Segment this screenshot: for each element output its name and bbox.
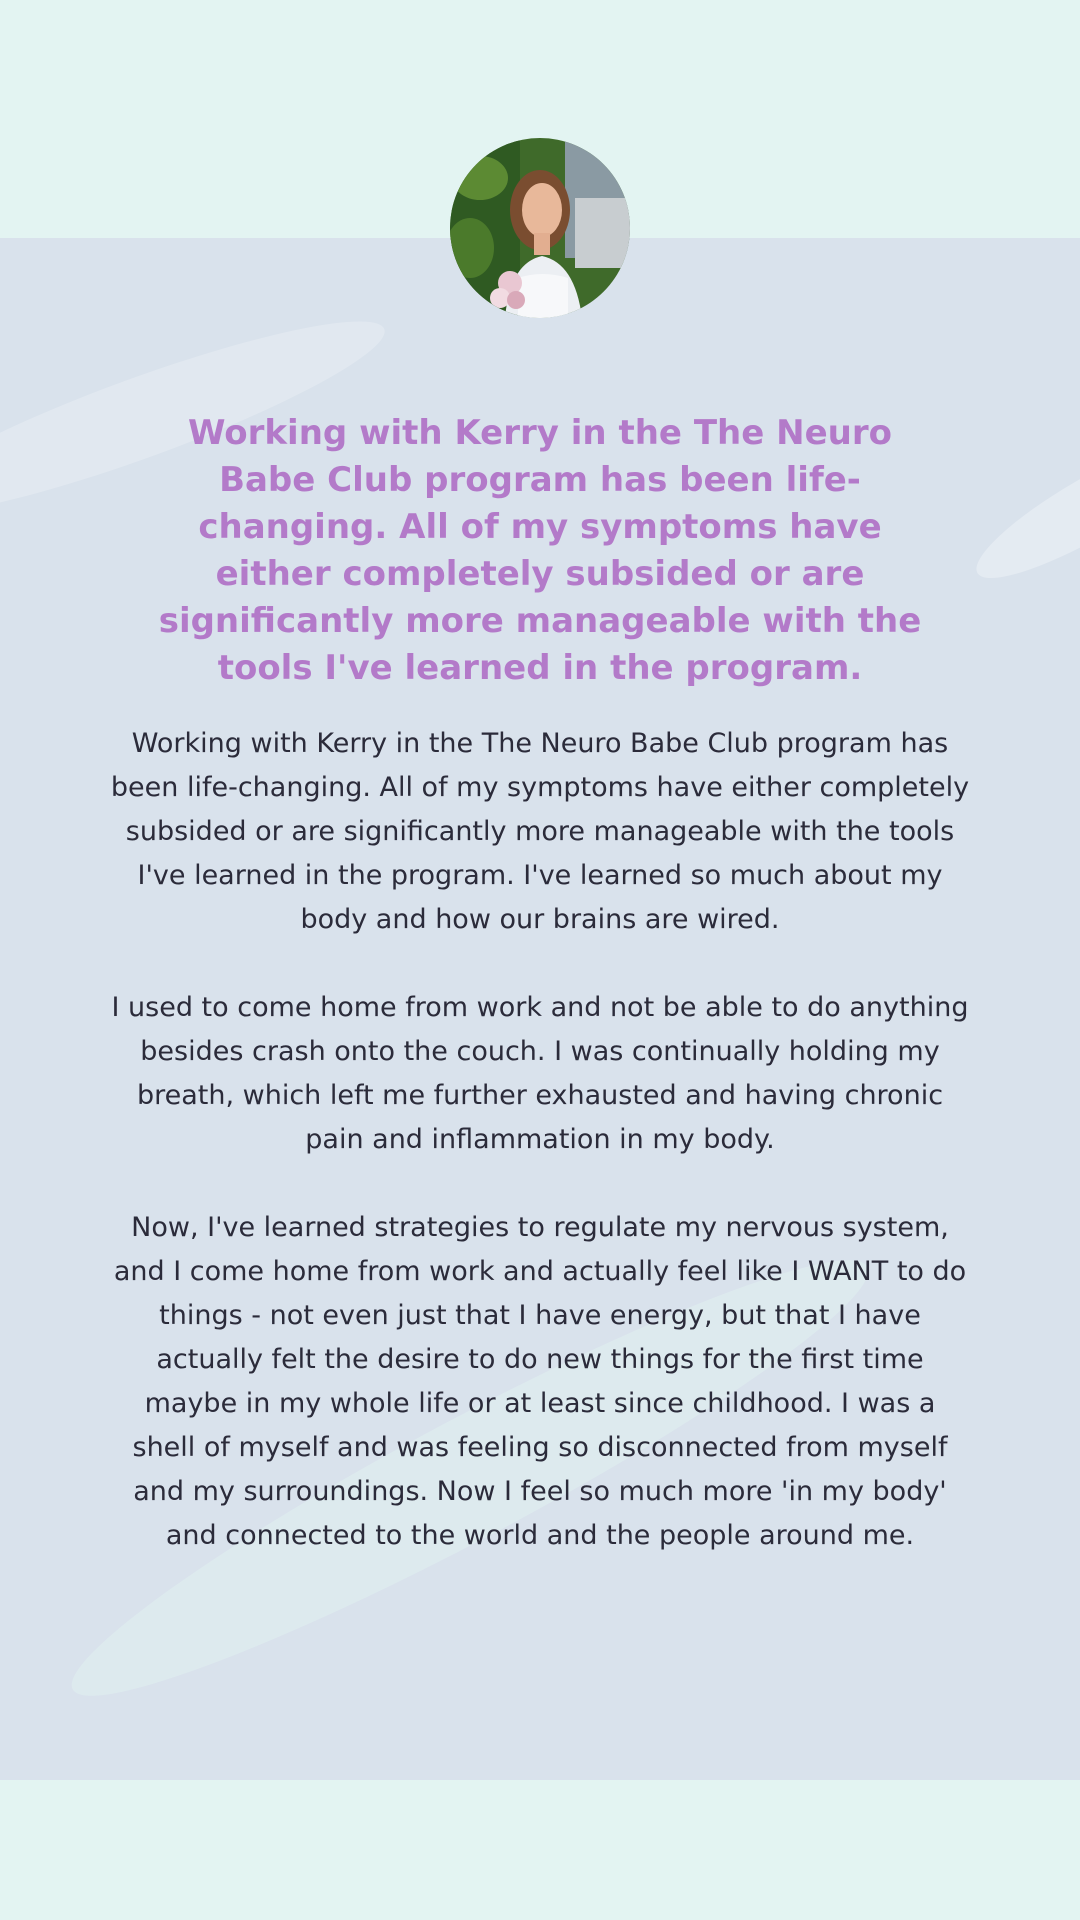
testimonial-paragraph: Working with Kerry in the The Neuro Babe Club program has been life-changing. All of my symptoms have either completely subsided or are significantly more manageable with the tools I've learned in the program. I've learned so much about my body and how our brains are wired. [110,728,970,935]
testimonial-paragraph: Now, I've learned strategies to regulate my nervous system, and I come home from work and actually feel like I WANT to do things - not even just that I have energy, but that I have actually felt the desire to do new things for the first time maybe in my whole life or at least since childhood. I was a shell of myself and was feeling so disconnected from myself and my surroundings. Now I feel so much more 'in my body' and connected to the world and the people around me. [113,1212,967,1551]
avatar-photo [450,138,630,318]
testimonial-avatar [450,138,630,318]
background-swoosh [962,417,1080,599]
testimonial-paragraph: I used to come home from work and not be able to do anything besides crash onto the couch. I was continually holding my breath, which left me further exhausted and having chronic pain and inflammation in my body. [111,992,969,1155]
testimonial-body [110,722,970,1558]
bottom-band [0,1780,1080,1920]
testimonial-headline: Working with Kerry in the The Neuro Babe Club program has been life-changing. All of my symptoms have either completely subsided or are significantly more manageable with the tools I've learned in the program. [158,413,922,688]
